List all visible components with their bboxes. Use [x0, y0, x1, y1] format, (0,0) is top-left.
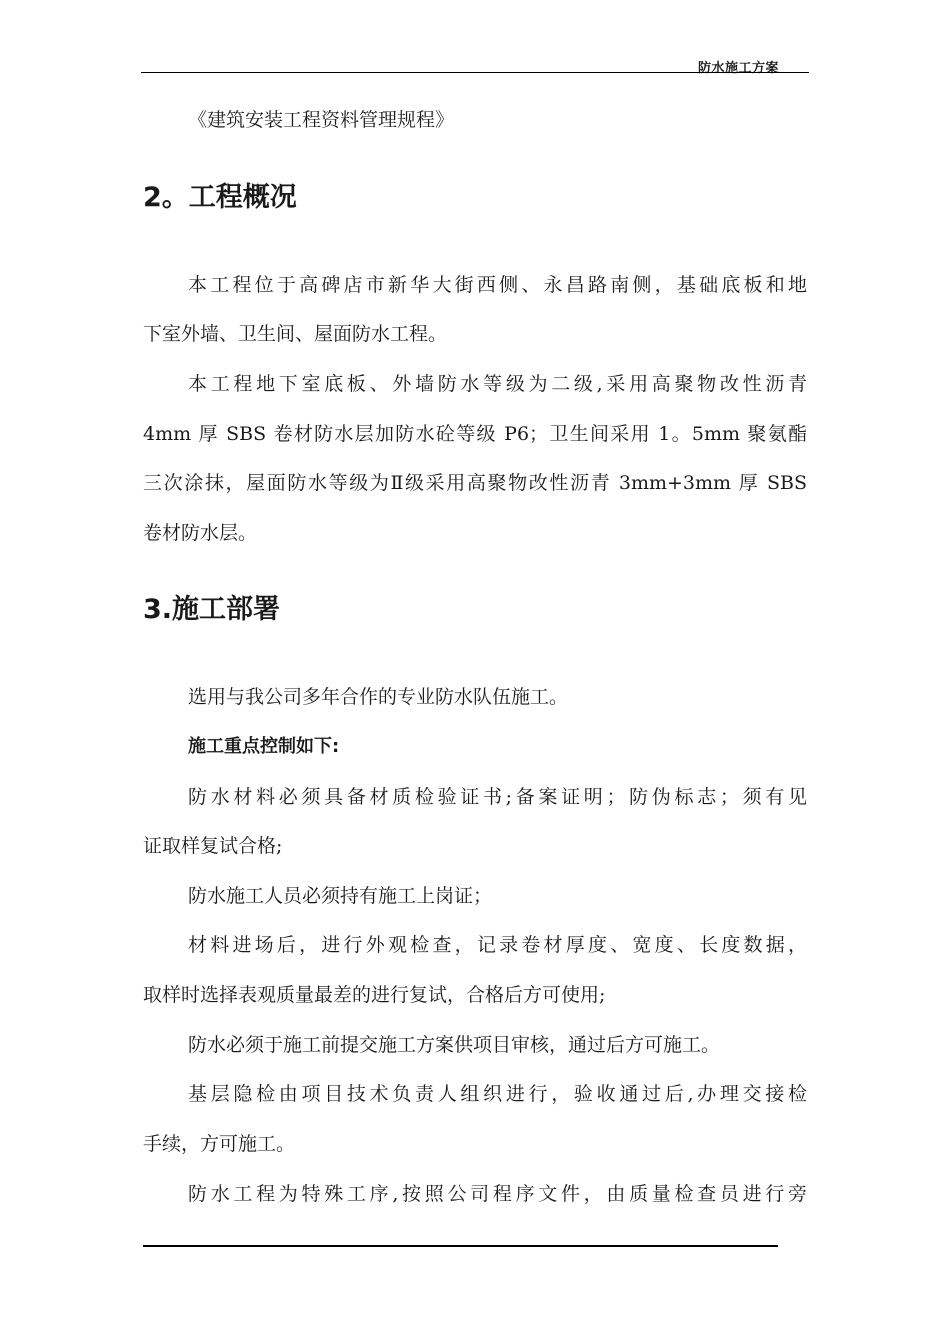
paragraph-line: 手续，方可施工。 [143, 1133, 296, 1155]
section-heading-deployment: 3.施工部署 [143, 594, 281, 625]
section-heading-overview: 2。工程概况 [143, 182, 297, 213]
header-rule [141, 72, 809, 73]
paragraph-line: 本工程位于高碑店市新华大街西侧、永昌路南侧，基础底板和地 [188, 274, 807, 296]
reference-line: 《建筑安装工程资料管理规程》 [188, 109, 455, 131]
paragraph-line: 本工程地下室底板、外墙防水等级为二级,采用高聚物改性沥青 [188, 373, 807, 395]
paragraph-line: 防水施工人员必须持有施工上岗证； [188, 885, 493, 907]
paragraph-line: 防水材料必须具备材质检验证书;备案证明；防伪标志；须有见 [188, 786, 807, 808]
running-header-title: 防水施工方案 [698, 61, 780, 76]
paragraph-line: 4mm 厚 SBS 卷材防水层加防水砼等级 P6；卫生间采用 1。5mm 聚氨酯 [143, 423, 807, 445]
paragraph-line: 证取样复试合格; [143, 835, 283, 857]
paragraph-line: 三次涂抹，屋面防水等级为Ⅱ级采用高聚物改性沥青 3mm+3mm 厚 SBS [143, 472, 807, 494]
paragraph-line: 防水必须于施工前提交施工方案供项目审核，通过后方可施工。 [188, 1034, 721, 1056]
subheading-key-controls: 施工重点控制如下: [188, 736, 340, 757]
paragraph-line: 卷材防水层。 [143, 522, 258, 544]
footer-rule [143, 1245, 778, 1247]
paragraph-line: 下室外墙、卫生间、屋面防水工程。 [143, 323, 448, 345]
paragraph-line: 选用与我公司多年合作的专业防水队伍施工。 [188, 686, 569, 708]
paragraph-line: 材料进场后，进行外观检查，记录卷材厚度、宽度、长度数据， [188, 934, 807, 956]
paragraph-line: 基层隐检由项目技术负责人组织进行，验收通过后,办理交接检 [188, 1083, 807, 1105]
paragraph-line: 取样时选择表观质量最差的进行复试，合格后方可使用; [143, 984, 606, 1006]
paragraph-line: 防水工程为特殊工序,按照公司程序文件，由质量检查员进行旁 [188, 1183, 807, 1205]
